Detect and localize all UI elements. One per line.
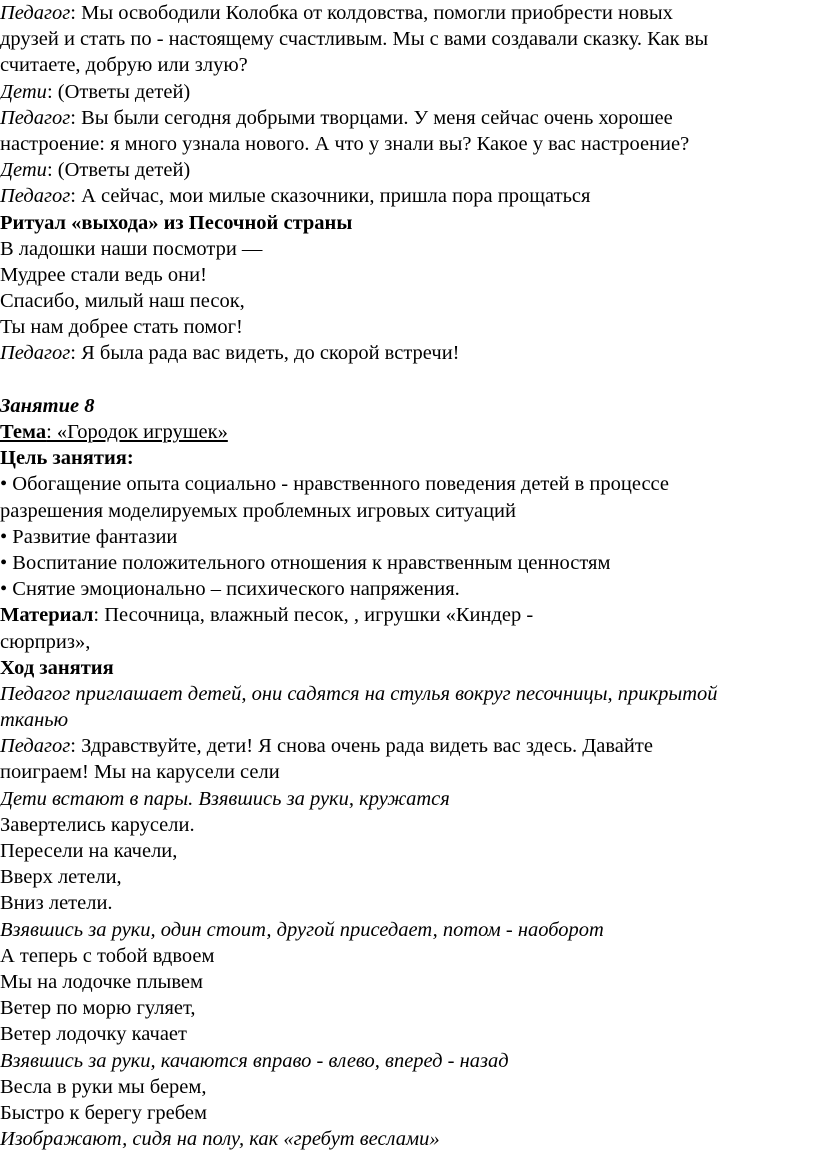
- dialogue-text: : Здравствуйте, дети! Я снова очень рада видеть вас здесь. Давайте: [70, 735, 653, 758]
- speaker-label: Педагог: [0, 342, 71, 365]
- material-line: [0, 602, 812, 628]
- poem-line: Вниз летели.: [0, 892, 113, 915]
- stage-direction: Педагог приглашает детей, они садятся на стулья вокруг песочницы, прикрытой: [0, 682, 718, 705]
- poem-line: Спасибо, милый наш песок,: [0, 290, 245, 313]
- speaker-label: Дети: [0, 159, 47, 182]
- paragraph-line: [0, 105, 812, 131]
- ritual-heading: Ритуал «выхода» из Песочной страны: [0, 211, 353, 234]
- poem-line: Мы на лодочке плывем: [0, 970, 203, 993]
- poem-line: Весла в руки мы берем,: [0, 1075, 207, 1098]
- paragraph-line: [0, 340, 812, 366]
- speaker-label: Педагог: [0, 2, 71, 24]
- topic-label: Тема: [0, 421, 47, 443]
- dialogue-text: : А сейчас, мои милые сказочники, пришла пора прощаться: [70, 185, 591, 208]
- stage-direction: Изображают, сидя на полу, как «гребут веслами»: [0, 1128, 440, 1151]
- goal-item: • Снятие эмоционально – психического напряжения.: [0, 578, 460, 601]
- speaker-label: Педагог: [0, 735, 71, 758]
- poem-line: А теперь с тобой вдвоем: [0, 944, 215, 967]
- poem-line: Ты нам добрее стать помог!: [0, 316, 243, 339]
- goal-heading: Цель занятия:: [0, 447, 134, 470]
- paragraph-line: поиграем! Мы на карусели сели: [0, 761, 280, 784]
- paragraph-line: настроение: я много узнала нового. А что у знали вы? Какое у вас настроение?: [0, 132, 690, 155]
- paragraph-line: [0, 79, 812, 105]
- topic-line: [0, 419, 812, 445]
- paragraph-line: считаете, добрую или злую?: [0, 54, 248, 77]
- goal-item-continued: разрешения моделируемых проблемных игровых ситуаций: [0, 499, 516, 522]
- paragraph-line: [0, 0, 812, 26]
- poem-line: Завертелись карусели.: [0, 813, 195, 836]
- material-line-continued: сюрприз»,: [0, 630, 91, 653]
- poem-line: Ветер по морю гуляет,: [0, 997, 196, 1020]
- paragraph-line: [0, 733, 812, 759]
- poem-line: Мудрее стали ведь они!: [0, 263, 207, 286]
- speaker-label: Педагог: [0, 106, 71, 129]
- poem-line: Быстро к берегу гребем: [0, 1101, 207, 1124]
- poem-line: Вверх летели,: [0, 866, 122, 889]
- course-heading: Ход занятия: [0, 656, 114, 679]
- paragraph-line: [0, 157, 812, 183]
- stage-direction: Взявшись за руки, один стоит, другой приседает, потом - наоборот: [0, 918, 604, 941]
- poem-line: Ветер лодочку качает: [0, 1023, 187, 1046]
- stage-direction: Дети встают в пары. Взявшись за руки, кружатся: [0, 787, 450, 810]
- paragraph-line: друзей и стать по - настоящему счастливым. Мы с вами создавали сказку. Как вы: [0, 28, 709, 51]
- speaker-label: Дети: [0, 80, 47, 103]
- dialogue-text: : (Ответы детей): [46, 80, 191, 103]
- lesson-title: Занятие 8: [0, 394, 95, 417]
- paragraph-line: [0, 183, 812, 209]
- topic-text: : «Городок игрушек»: [46, 421, 228, 443]
- goal-item: • Развитие фантазии: [0, 525, 178, 548]
- stage-direction: Взявшись за руки, качаются вправо - влево, вперед - назад: [0, 1049, 509, 1072]
- dialogue-text: : (Ответы детей): [46, 159, 191, 182]
- speaker-label: Педагог: [0, 185, 71, 208]
- dialogue-text: : Вы были сегодня добрыми творцами. У меня сейчас очень хорошее: [70, 106, 673, 129]
- material-text: : Песочница, влажный песок, , игрушки «Киндер -: [93, 604, 534, 627]
- dialogue-text: : Мы освободили Колобка от колдовства, помогли приобрести новых: [70, 2, 673, 24]
- poem-line: В ладошки наши посмотри —: [0, 237, 263, 260]
- poem-line: Пересели на качели,: [0, 840, 178, 862]
- stage-direction: тканью: [0, 709, 69, 732]
- blank-line: [0, 367, 812, 393]
- dialogue-text: : Я была рада вас видеть, до скорой встречи!: [70, 342, 460, 365]
- goal-item: • Воспитание положительного отношения к нравственным ценностям: [0, 551, 611, 574]
- material-label: Материал: [0, 604, 94, 627]
- goal-item: • Обогащение опыта социально - нравственного поведения детей в процессе: [0, 473, 669, 496]
